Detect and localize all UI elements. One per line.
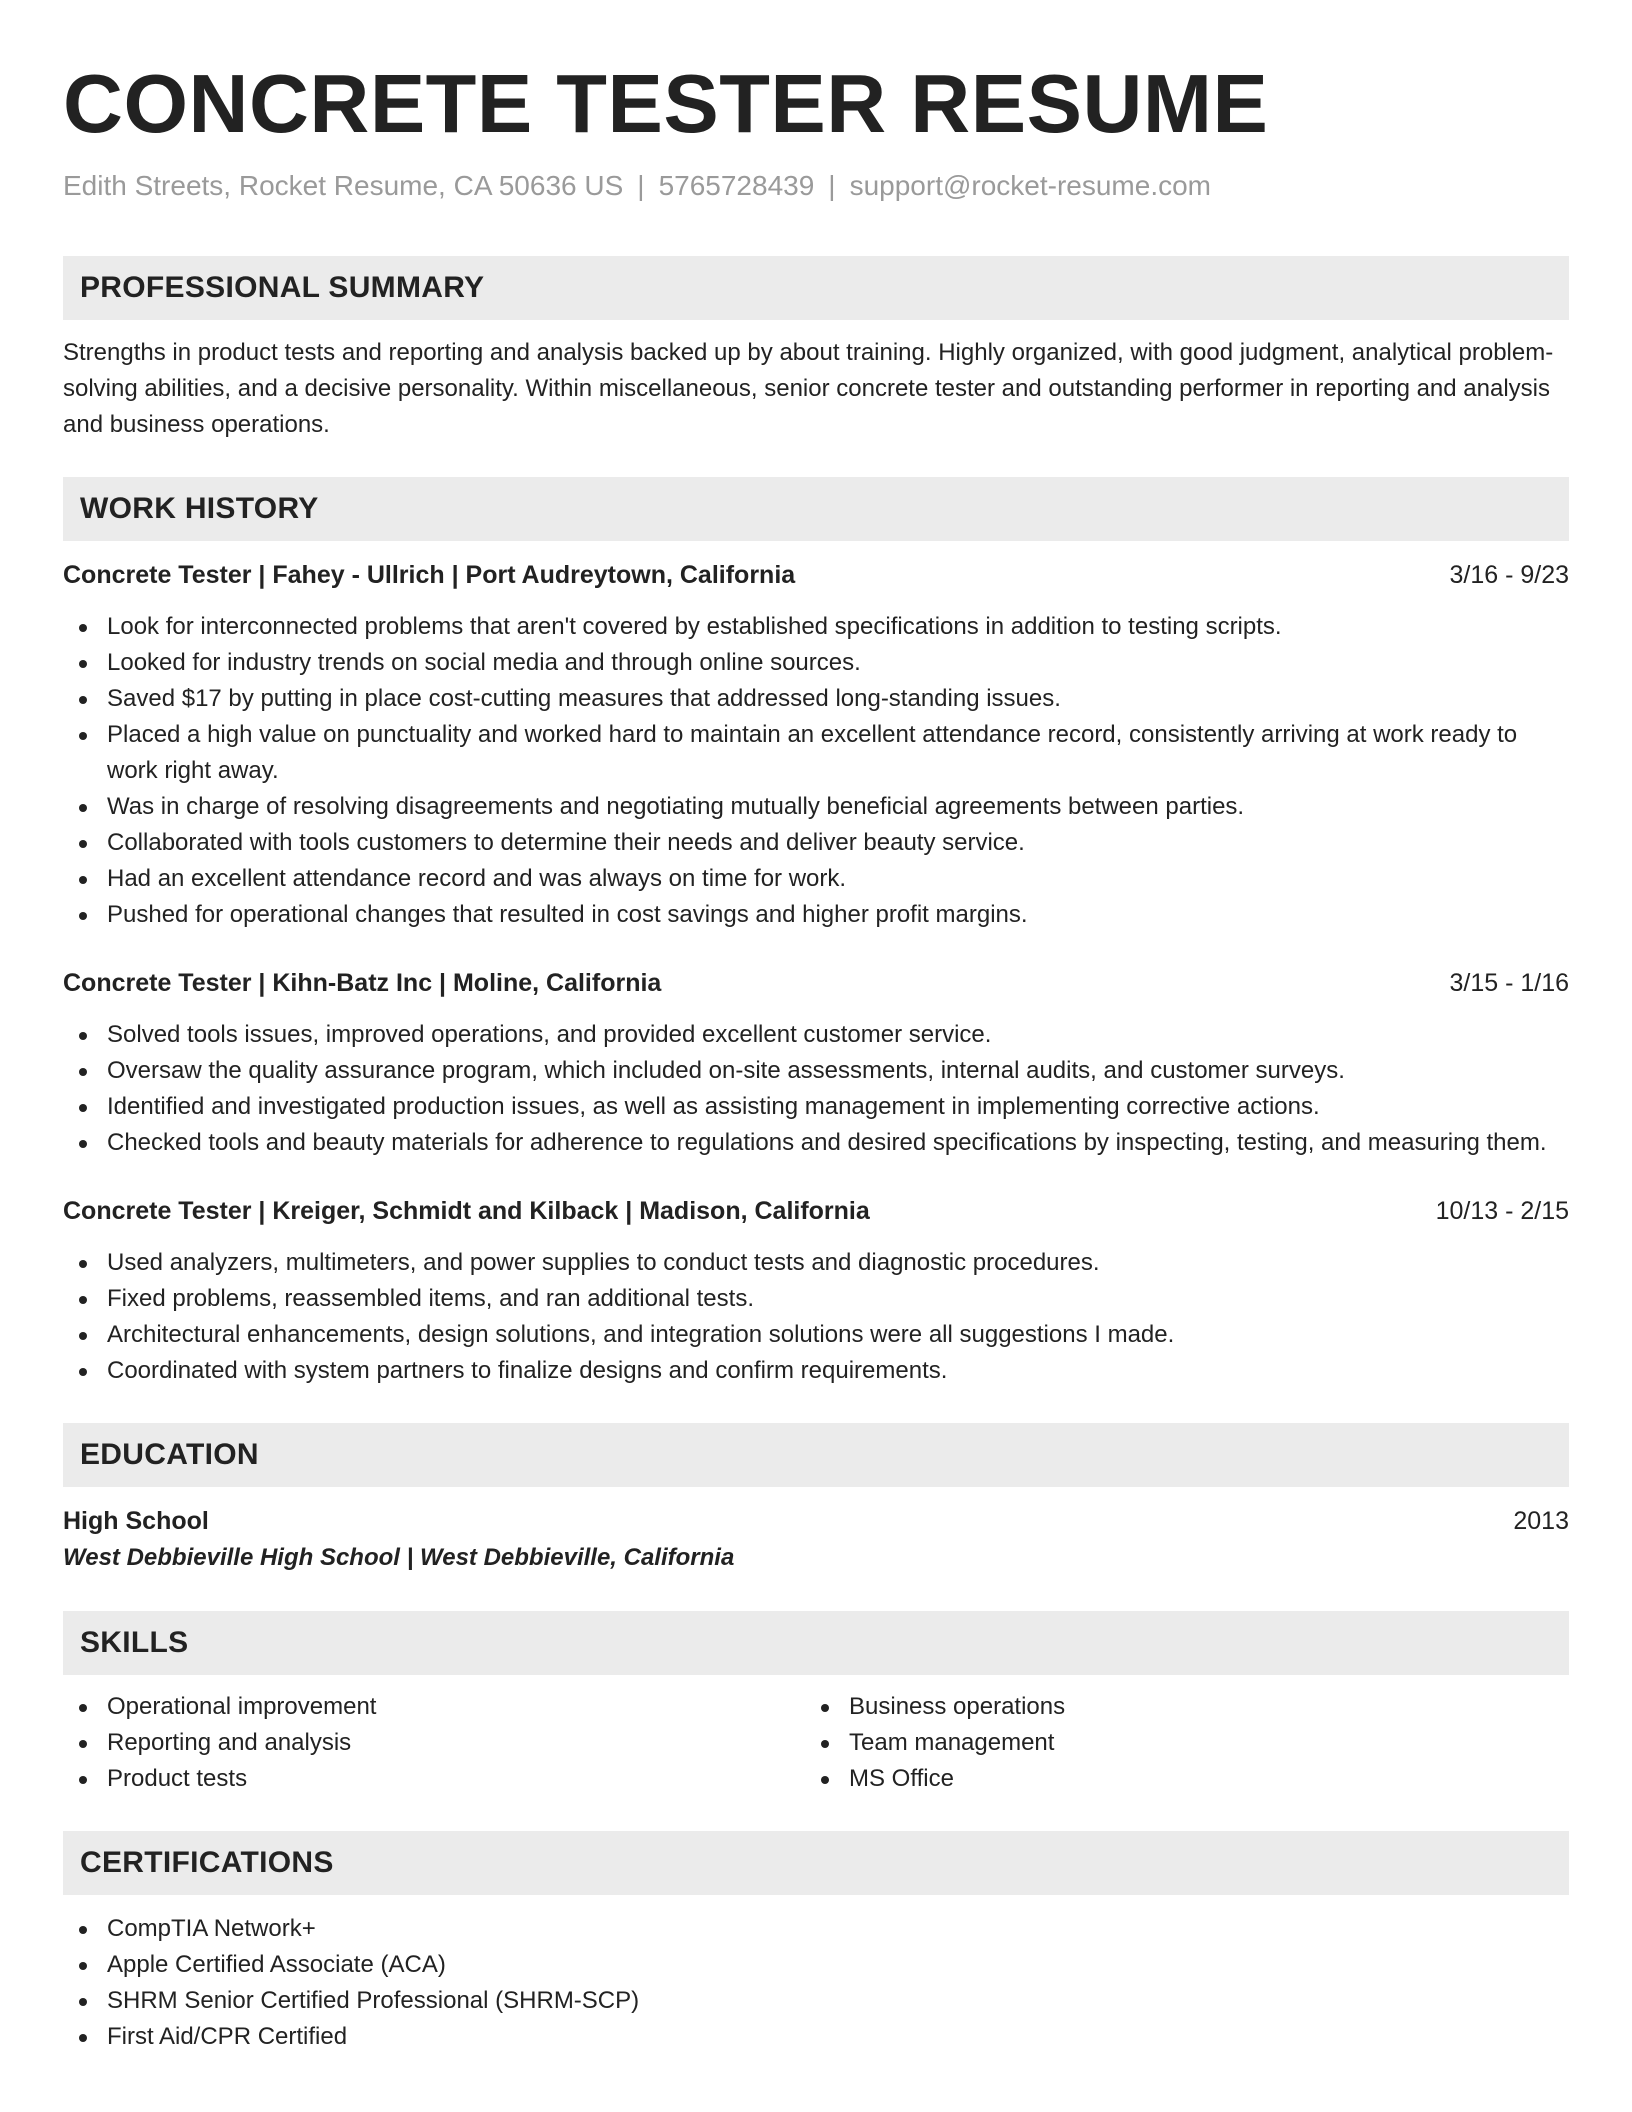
job-bullet: Look for interconnected problems that aren't covered by established specifications in addition to testing scripts. [63,609,1569,645]
job-bullet: Used analyzers, multimeters, and power supplies to conduct tests and diagnostic procedures. [63,1245,1569,1281]
section-heading-summary: PROFESSIONAL SUMMARY [63,256,1569,320]
job-entry [63,965,1569,1161]
job-dates: 10/13 - 2/15 [1435,1197,1569,1225]
contact-separator: | [828,170,836,201]
contact-phone: 5765728439 [658,170,815,201]
job-dates: 3/15 - 1/16 [1449,969,1569,997]
job-header [63,557,1569,593]
skill-item: MS Office [805,1761,1547,1797]
job-bullets [63,1245,1569,1389]
job-bullet: Placed a high value on punctuality and worked hard to maintain an excellent attendance record, consistently arriving at work ready to work right away. [63,717,1569,789]
job-bullet: Looked for industry trends on social media and through online sources. [63,645,1569,681]
job-bullet: Coordinated with system partners to finalize designs and confirm requirements. [63,1353,1569,1389]
job-bullet: Oversaw the quality assurance program, which included on-site assessments, internal audits, and customer surveys. [63,1053,1569,1089]
skills-column-left [63,1689,805,1797]
job-entry [63,557,1569,933]
section-heading-education: EDUCATION [63,1423,1569,1487]
skill-item: Business operations [805,1689,1547,1725]
job-bullet: Collaborated with tools customers to determine their needs and deliver beauty service. [63,825,1569,861]
job-entry [63,1193,1569,1389]
skills-list [63,1689,805,1797]
job-header [63,965,1569,1001]
skills-column-right [805,1689,1547,1797]
job-bullet: Fixed problems, reassembled items, and ran additional tests. [63,1281,1569,1317]
section-heading-certifications: CERTIFICATIONS [63,1831,1569,1895]
job-title: Concrete Tester | Kihn-Batz Inc | Moline, California [63,969,662,997]
section-heading-skills: SKILLS [63,1611,1569,1675]
certifications-list [63,1911,1569,2055]
skills-grid [63,1689,1569,1797]
job-bullets [63,1017,1569,1161]
job-bullet: Checked tools and beauty materials for adherence to regulations and desired specifications by inspecting, testing, and measuring them. [63,1125,1569,1161]
summary-text: Strengths in product tests and reporting and analysis backed up by about training. Highly organized, with good judgment, analytical problem-solving abilities, and a decisive personality. Within miscellaneous, senior concrete tester and outstanding performer in reporting and analysis and business operations. [63,339,1554,438]
job-bullet: Solved tools issues, improved operations, and provided excellent customer service. [63,1017,1569,1053]
certification-item: Apple Certified Associate (ACA) [63,1947,1569,1983]
certification-item: CompTIA Network+ [63,1911,1569,1947]
skill-item: Operational improvement [63,1689,805,1725]
job-title: Concrete Tester | Fahey - Ullrich | Port Audreytown, California [63,561,796,589]
education-school: West Debbieville High School | West Debbieville, California [63,1544,735,1571]
contact-address: Edith Streets, Rocket Resume, CA 50636 US [63,170,624,201]
job-bullets [63,609,1569,933]
skill-item: Team management [805,1725,1547,1761]
education-degree: High School [63,1507,209,1535]
job-bullet: Architectural enhancements, design solutions, and integration solutions were all suggestions I made. [63,1317,1569,1353]
contact-email: support@rocket-resume.com [849,170,1212,201]
job-header [63,1193,1569,1229]
job-bullet: Saved $17 by putting in place cost-cutting measures that addressed long-standing issues. [63,681,1569,717]
job-title: Concrete Tester | Kreiger, Schmidt and Kilback | Madison, California [63,1197,870,1225]
contact-line [63,168,1569,204]
certification-item: SHRM Senior Certified Professional (SHRM-SCP) [63,1983,1569,2019]
education-header [63,1503,1569,1539]
section-heading-work-history: WORK HISTORY [63,477,1569,541]
job-bullet: Was in charge of resolving disagreements and negotiating mutually beneficial agreements between parties. [63,789,1569,825]
job-bullet: Had an excellent attendance record and was always on time for work. [63,861,1569,897]
job-bullet: Identified and investigated production issues, as well as assisting management in implementing corrective actions. [63,1089,1569,1125]
certification-item: First Aid/CPR Certified [63,2019,1569,2055]
resume-title: CONCRETE TESTER RESUME [63,57,1269,150]
skills-list [805,1689,1547,1797]
contact-separator: | [637,170,645,201]
education-year: 2013 [1513,1507,1569,1535]
job-dates: 3/16 - 9/23 [1449,561,1569,589]
skill-item: Product tests [63,1761,805,1797]
education-entry [63,1503,1569,1577]
skill-item: Reporting and analysis [63,1725,805,1761]
job-bullet: Pushed for operational changes that resulted in cost savings and higher profit margins. [63,897,1569,933]
